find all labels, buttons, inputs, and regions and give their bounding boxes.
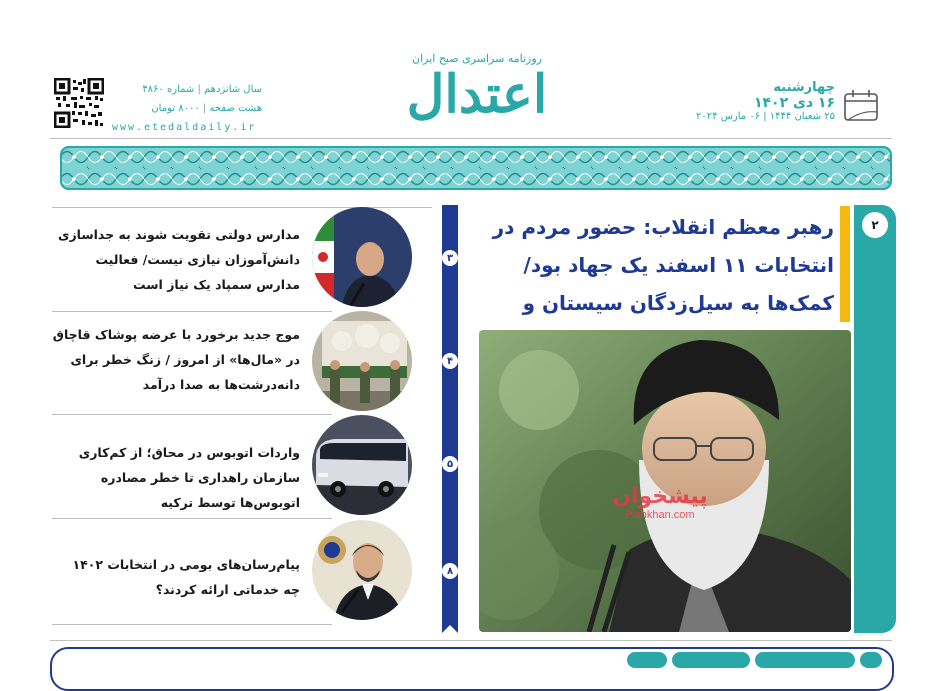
side-story-page-number[interactable]: ۴	[442, 353, 458, 369]
divider	[52, 518, 332, 519]
qr-code-icon	[54, 78, 104, 128]
logo-tagline: روزنامه سراسری صبح ایران	[412, 52, 542, 65]
bottom-chip	[755, 652, 855, 668]
page-index-ribbon	[440, 205, 460, 633]
bottom-chip	[860, 652, 882, 668]
side-story-page-number[interactable]: ۳	[442, 250, 458, 266]
year-label: سال شانزدهم	[204, 84, 262, 95]
side-story-headline[interactable]: پیام‌رسان‌های بومی در انتخابات ۱۴۰۲ چه خدماتی ارائه کردند؟	[72, 557, 300, 597]
main-story-page-number[interactable]: ۲	[862, 212, 888, 238]
calendar-icon	[842, 88, 882, 124]
price-label: ۸۰۰۰ تومان	[151, 103, 200, 114]
main-headline[interactable]: رهبر معظم انقلاب: حضور مردم در انتخابات ۱۱ اسفند یک جهاد بود/ کمک‌ها به سیل‌زدگان سیستان و	[492, 215, 834, 315]
story-thumbnail[interactable]	[312, 415, 412, 515]
headline-accent-bar	[840, 206, 850, 322]
pishkhan-watermark	[605, 484, 715, 521]
weekday: چهارشنبه	[773, 80, 835, 95]
date-block	[680, 80, 835, 122]
logo-title: اعتدال	[406, 64, 548, 125]
issue-label: شماره ۴۸۶۰	[142, 84, 195, 95]
footer-divider	[50, 640, 892, 641]
story-thumbnail[interactable]	[312, 207, 412, 307]
side-story-page-number[interactable]: ۵	[442, 456, 458, 472]
bottom-chip	[672, 652, 750, 668]
pages-label: هشت صفحه	[209, 103, 262, 114]
side-story-headline[interactable]: مدارس دولتی تقویت شوند به جداسازی دانش‌آموزان نیازی نیست/ فعالیت مدارس سمپاد یک نیاز است	[58, 227, 300, 292]
main-story-photo[interactable]	[479, 330, 851, 632]
website-link[interactable]: www.etedaldaily.ir	[112, 122, 257, 133]
date-shamsi: ۱۶ دی ۱۴۰۲	[753, 95, 835, 111]
watermark-en: Pishkhan.com	[625, 509, 695, 521]
story-thumbnail[interactable]	[312, 520, 412, 620]
newspaper-logo	[372, 52, 582, 138]
divider	[52, 414, 332, 415]
side-story-headline[interactable]: موج جدید برخورد با عرضه پوشاک قاچاق در «مال‌ها» از امروز / زنگ خطر برای دانه‌درشت‌ها به صدا درآمد	[52, 327, 300, 392]
decorative-pattern-band	[60, 146, 892, 190]
divider	[52, 311, 332, 312]
divider	[52, 624, 332, 625]
side-story-page-number[interactable]: ۸	[442, 563, 458, 579]
masthead-divider	[50, 138, 892, 139]
main-story-frame	[854, 205, 896, 633]
bottom-chip	[627, 652, 667, 668]
side-story-headline[interactable]: واردات اتوبوس در محاق؛ از کم‌کاری سازمان راهداری تا خطر مصادره اتوبوس‌ها توسط ترکیه	[78, 445, 300, 510]
watermark-fa: پیشخوان	[612, 484, 708, 509]
story-thumbnail[interactable]	[312, 311, 412, 411]
masthead-info: سال شانزدهم | شماره ۴۸۶۰ هشت صفحه | ۸۰۰۰ تومان www.etedaldaily.ir	[112, 80, 262, 137]
date-other: ۲۵ شعبان ۱۴۴۴ | ۰۶ مارس ۲۰۲۴	[696, 111, 835, 122]
